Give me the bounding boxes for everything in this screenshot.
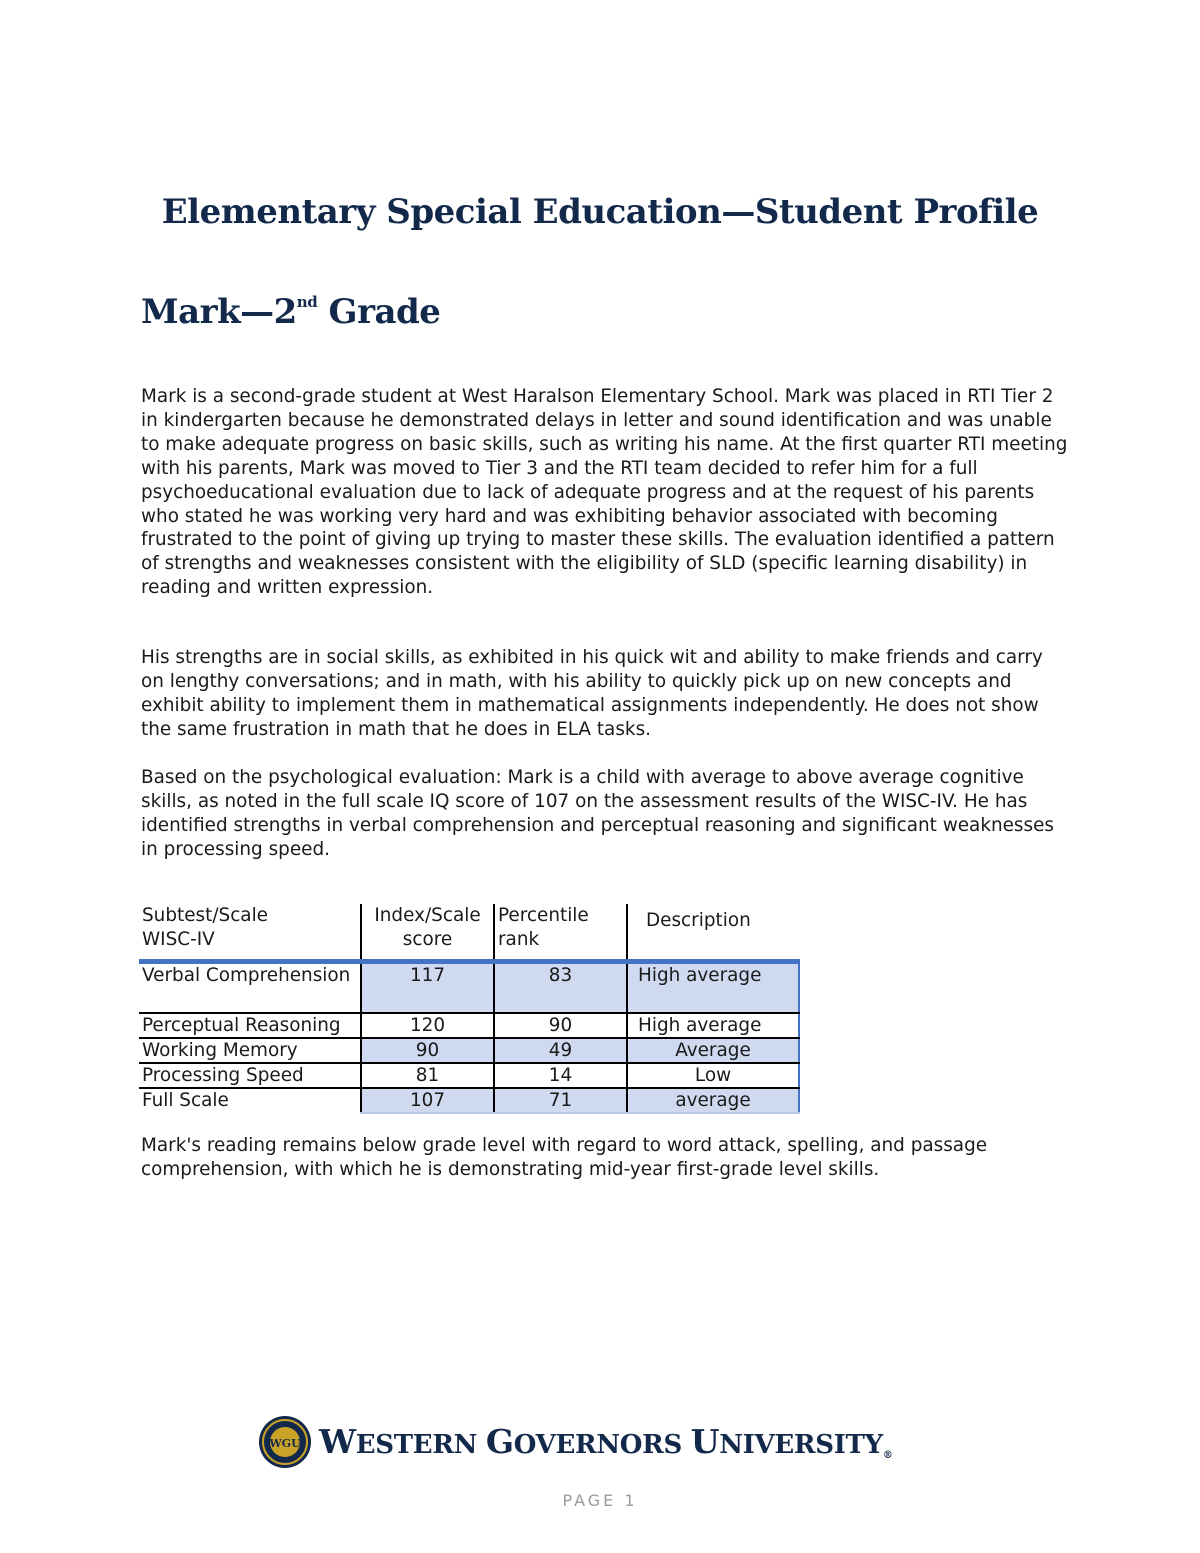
cell-percentile: 90 (494, 1013, 627, 1038)
cell-percentile: 71 (494, 1088, 627, 1113)
cell-scale: Perceptual Reasoning (139, 1013, 361, 1038)
strengths-paragraph: His strengths are in social skills, as exhibited in his quick wit and ability to make friends and carry on lengthy conversations; and in math, with his ability to quickly pick up on new concepts and exhibit ability to implement them in mathematical assignments independently. He does not show the same frustration in math that he does in ELA tasks. (141, 647, 1043, 740)
header-description: Description (627, 904, 799, 962)
wgu-logo (257, 1414, 907, 1468)
cell-description: Average (627, 1038, 799, 1063)
table-header-row (139, 904, 799, 962)
cell-index: 120 (361, 1013, 494, 1038)
student-heading (141, 292, 440, 332)
table-row (139, 962, 799, 1014)
wordmark-overnors: OVERNORS (513, 1430, 691, 1460)
cell-percentile: 83 (494, 962, 627, 1014)
wordmark-niversity: NIVERSITY (719, 1430, 883, 1460)
header-index-line2: score (402, 929, 453, 950)
cell-description: Low (627, 1063, 799, 1088)
evaluation-paragraph: Based on the psychological evaluation: Mark is a child with average to above average cognitive skills, as noted in the full scale IQ score of 107 on the assessment results of the WISC-IV. He has identified strengths in verbal comprehension and perceptual reasoning and significant weaknesses in processing speed. (141, 767, 1054, 860)
table-row (139, 1013, 799, 1038)
cell-scale: Full Scale (142, 1090, 229, 1111)
wordmark-g: G (485, 1422, 514, 1461)
cell-scale: Processing Speed (139, 1063, 361, 1088)
wisc-scores-table (139, 904, 800, 1114)
header-index-line1: Index/Scale (374, 905, 481, 926)
wordmark-w: W (319, 1422, 356, 1461)
header-percentile (494, 904, 627, 962)
header-percentile-line2: rank (498, 929, 540, 950)
cell-description: High average (627, 962, 799, 1014)
cell-index: 117 (361, 962, 494, 1014)
table-row (139, 1088, 799, 1113)
cell-scale: Working Memory (139, 1038, 361, 1063)
cell-description: High average (627, 1013, 799, 1038)
reading-paragraph: Mark's reading remains below grade level with regard to word attack, spelling, and passage comprehension, with which he is demonstrating mid-year first-grade level skills. (141, 1135, 988, 1180)
wgu-wordmark (319, 1422, 893, 1461)
cell-index: 107 (361, 1088, 494, 1113)
student-heading-suffix: Grade (317, 292, 441, 332)
trademark-symbol: ® (882, 1450, 893, 1461)
wordmark-u: U (690, 1422, 720, 1461)
student-heading-prefix: Mark—2 (141, 292, 297, 332)
cell-description: average (627, 1088, 799, 1113)
table-row (139, 1063, 799, 1088)
cell-scale: Verbal Comprehension (139, 962, 361, 1014)
cell-index: 81 (361, 1063, 494, 1088)
header-scale (139, 904, 361, 962)
document-title: Elementary Special Education—Student Profile (161, 192, 1039, 232)
student-heading-ordinal: nd (296, 292, 318, 311)
wgu-seal-icon (257, 1414, 313, 1470)
header-scale-line2: WISC-IV (142, 929, 215, 950)
wordmark-estern: ESTERN (355, 1430, 486, 1460)
cell-percentile: 49 (494, 1038, 627, 1063)
header-index (361, 904, 494, 962)
intro-paragraph: Mark is a second-grade student at West Haralson Elementary School. Mark was placed in RTI Tier 2 in kindergarten because he demonstrated delays in letter and sound identification and was unable to make adequate progress on basic skills, such as writing his name. At the first quarter RTI meeting with his parents, Mark was moved to Tier 3 and the RTI team decided to refer him for a full psychoeducational evaluation due to lack of adequate progress and at the request of his parents who stated he was working very hard and was exhibiting behavior associated with becoming frustrated to the point of giving up trying to master these skills. The evaluation identified a pattern of strengths and weaknesses consistent with the eligibility of SLD (specific learning disability) in reading and written expression. (141, 386, 1068, 599)
header-scale-line1: Subtest/Scale (142, 905, 268, 926)
header-percentile-line1: Percentile (498, 905, 589, 926)
cell-percentile: 14 (494, 1063, 627, 1088)
wgu-seal-label: WGU (269, 1437, 301, 1450)
cell-index: 90 (361, 1038, 494, 1063)
table-row (139, 1038, 799, 1063)
page-number: PAGE 1 (562, 1491, 638, 1510)
